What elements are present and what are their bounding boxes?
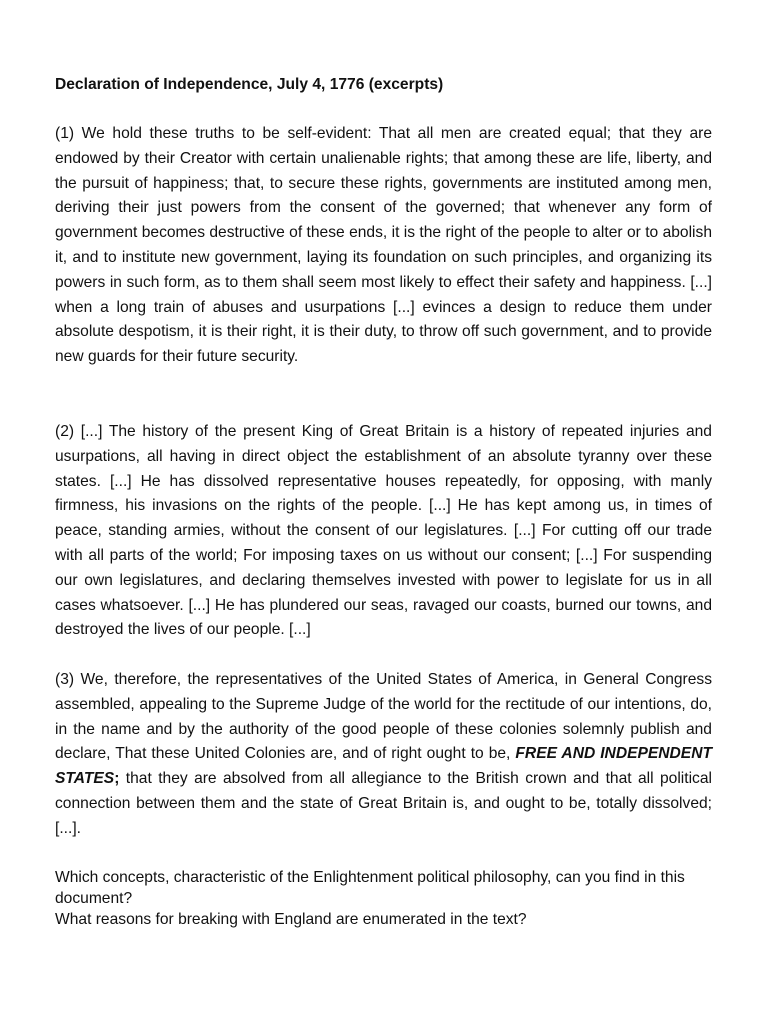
paragraph-3-text-before: (3) We, therefore, the representatives of the United States of America, in General Congress assembled, appealing to the Supreme Judge of the world for the rectitude of our intentions, do, in the name and by the authority of the good people of these colonies solemnly publish and declare, That these United Colonies are, and of right ought to be, — [55, 671, 712, 763]
paragraph-1: (1) We hold these truths to be self-evident: That all men are created equal; that they are endowed by their Creator with certain unalienable rights; that among these are life, liberty, and the pursuit of happiness; that, to secure these rights, governments are instituted among men, deriving their just powers from the consent of the governed; that whenever any form of government becomes destructive of these ends, it is the right of the people to alter or to abolish it, and to institute new government, laying its foundation on such principles, and organizing its powers in such form, as to them shall seem most likely to effect their safety and happiness. [...] when a long train of abuses and usurpations [...] evinces a design to reduce them under absolute despotism, it is their right, it is their duty, to throw off such government, and to provide new guards for their future security. — [55, 125, 712, 366]
paragraph-3 — [55, 668, 712, 842]
question-1: Which concepts, characteristic of the Enlightenment political philosophy, can you find in this document? — [55, 869, 685, 907]
document-title: Declaration of Independence, July 4, 1776 (excerpts) — [55, 76, 444, 93]
paragraph-2: (2) [...] The history of the present King of Great Britain is a history of repeated injuries and usurpations, all having in direct object the establishment of an absolute tyranny over these states. [...] He has dissolved representative houses repeatedly, for opposing, with manly firmness, his invasions on the rights of the people. [...] He has kept among us, in times of peace, standing armies, without the consent of our legislatures. [...] For cutting off our trade with all parts of the world; For imposing taxes on us without our consent; [...] For suspending our own legislatures, and declaring themselves invested with power to legislate for us in all cases whatsoever. [...] He has plundered our seas, ravaged our coasts, burned our towns, and destroyed the lives of our people. [...] — [55, 423, 712, 639]
question-2: What reasons for breaking with England are enumerated in the text? — [55, 911, 527, 928]
paragraph-3-text-after: that they are absolved from all allegiance to the British crown and that all political connection between them and the state of Great Britain is, and ought to be, totally dissolved; [...]. — [55, 770, 712, 837]
paragraph-3-emphasis: FREE AND INDEPENDENT STATES — [55, 745, 712, 788]
paragraph-3-emphasis-punct: ; — [114, 770, 120, 788]
